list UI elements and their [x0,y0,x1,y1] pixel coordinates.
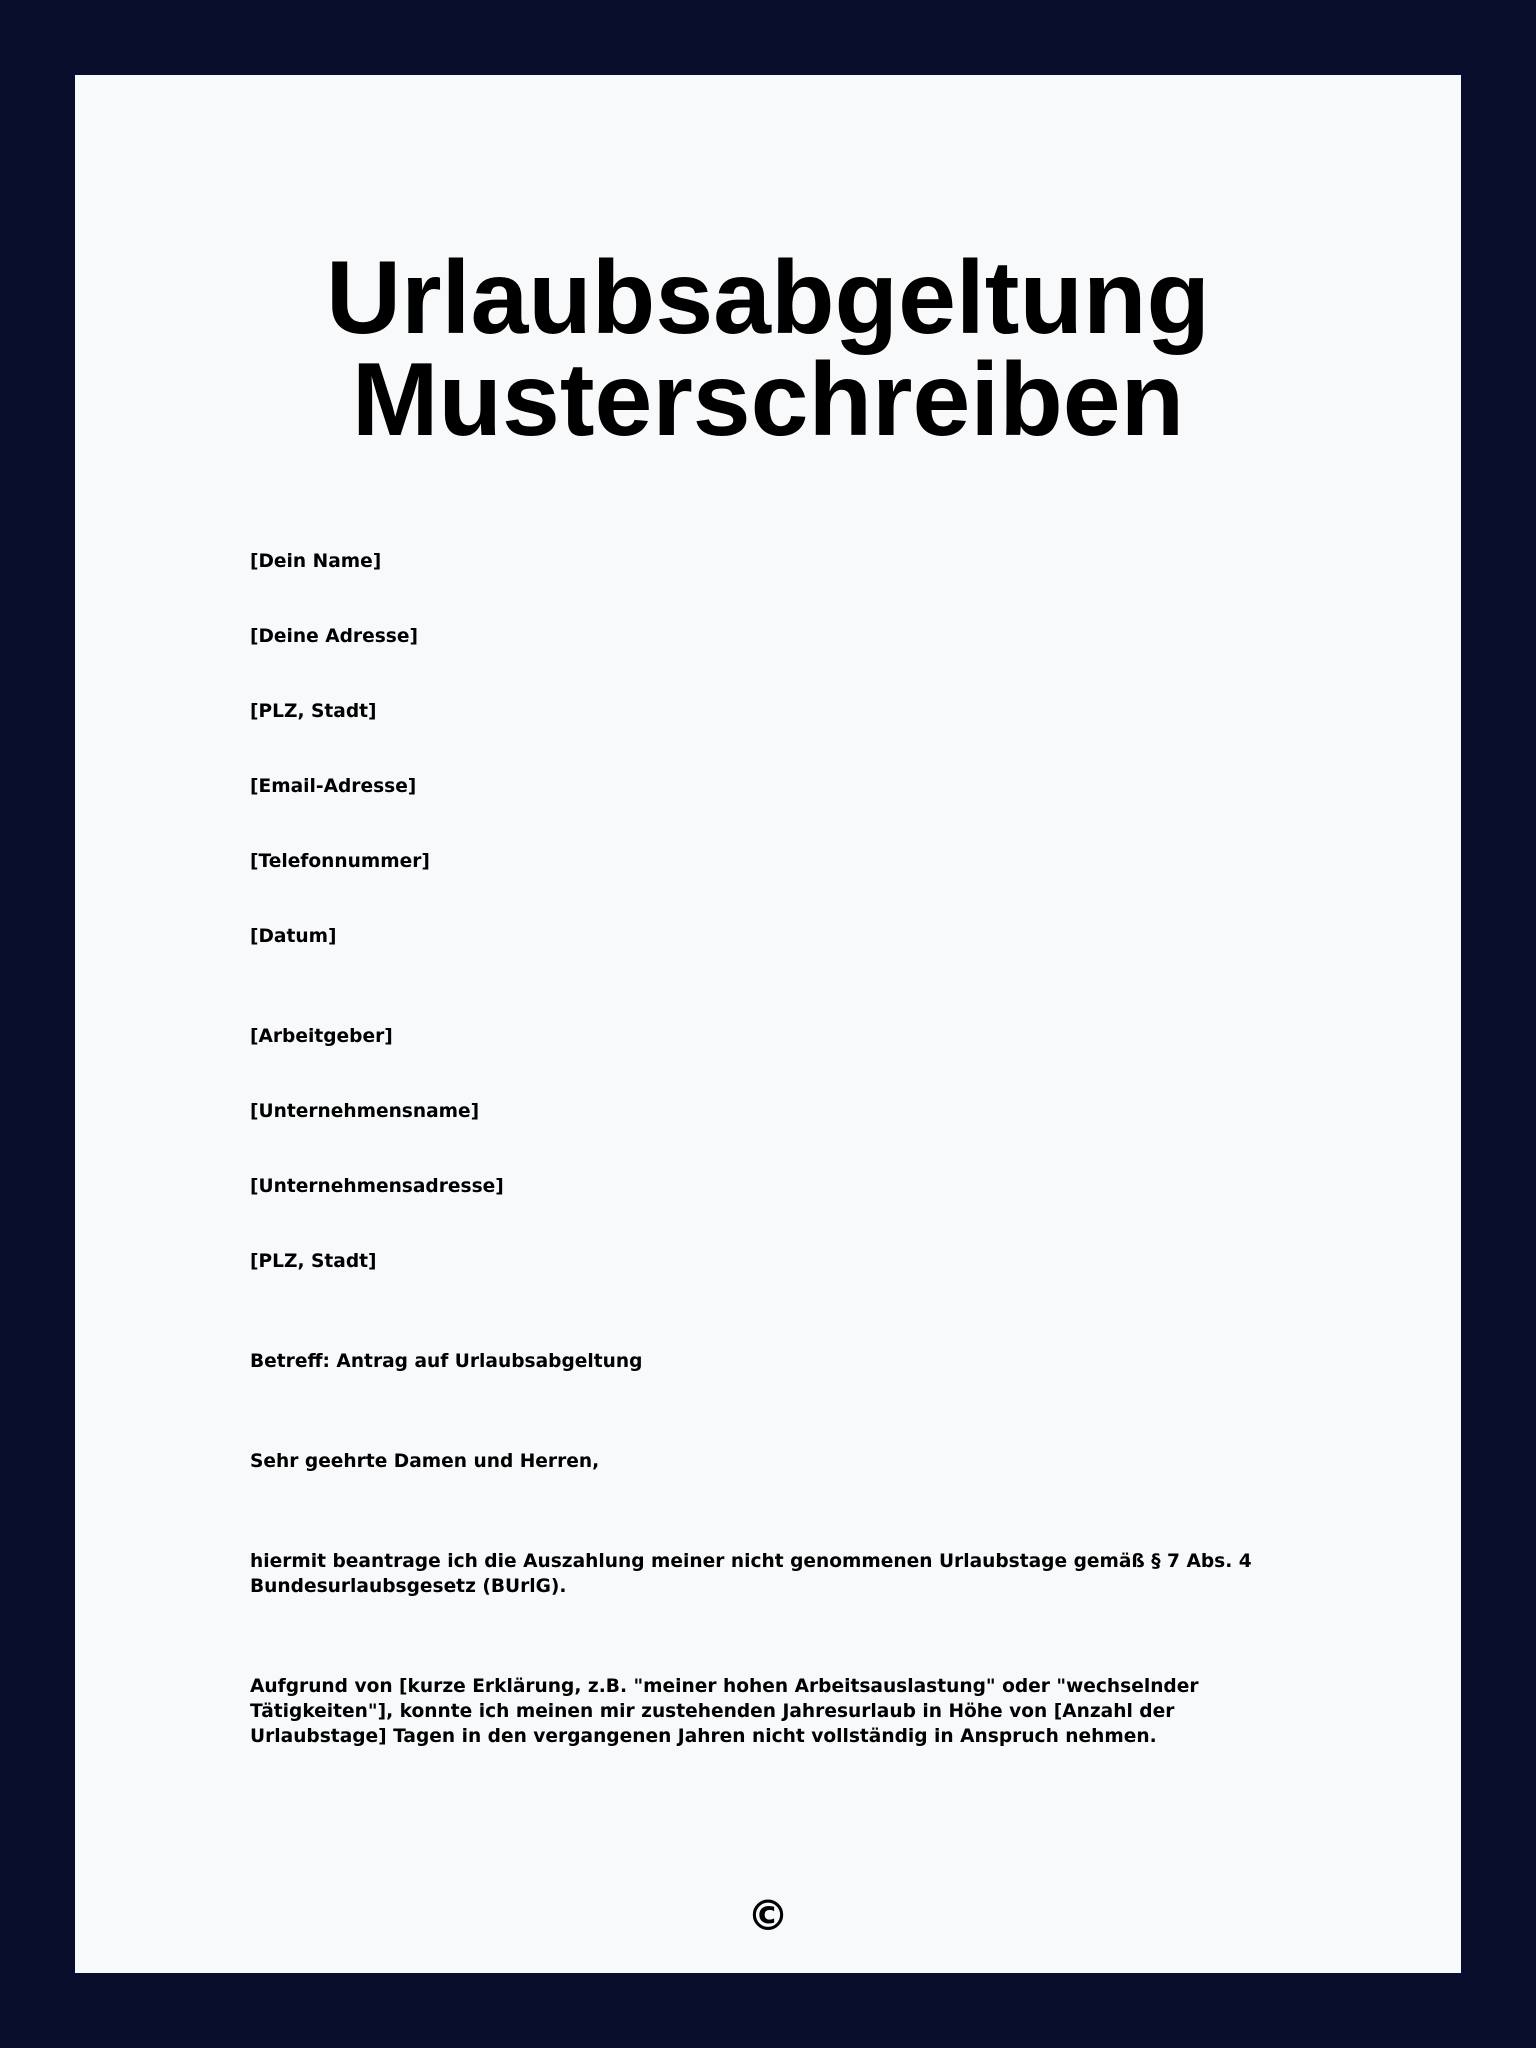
recipient-city: [PLZ, Stadt] [250,1251,377,1272]
letter-date: [Datum] [250,926,337,947]
letter-subject: Betreff: Antrag auf Urlaubsabgeltung [250,1351,643,1372]
sender-name: [Dein Name] [250,551,382,572]
recipient-company-name: [Unternehmensname] [250,1101,480,1122]
letter-sheet [75,75,1461,1973]
title-line-2: Musterschreiben [351,342,1185,458]
letter-salutation: Sehr geehrte Damen und Herren, [250,1451,600,1472]
letter-paragraph-1: hiermit beantrage ich die Auszahlung meiner nicht genommenen Urlaubstage gemäß § 7 Abs. 4 Bundesurlaubsgesetz (BUrlG). [250,1551,1252,1597]
document-title [75,240,1461,458]
copyright-icon: © [747,1891,789,1940]
letter-paragraph-2: Aufgrund von [kurze Erklärung, z.B. "meiner hohen Arbeitsauslastung" oder "wechselnder Tätigkeiten"], konnte ich meinen mir zustehenden Jahresurlaub in Höhe von [Anzahl der Urlaubstage] Tagen in den vergangenen Jahren nicht vollständig in Anspruch nehmen. [250,1676,1199,1747]
recipient-employer: [Arbeitgeber] [250,1026,393,1047]
sender-email: [Email-Adresse] [250,776,417,797]
sender-city: [PLZ, Stadt] [250,701,377,722]
sender-address: [Deine Adresse] [250,626,418,647]
sender-phone: [Telefonnummer] [250,851,430,872]
recipient-company-address: [Unternehmensadresse] [250,1176,504,1197]
title-line-1: Urlaubsabgeltung [325,240,1211,356]
